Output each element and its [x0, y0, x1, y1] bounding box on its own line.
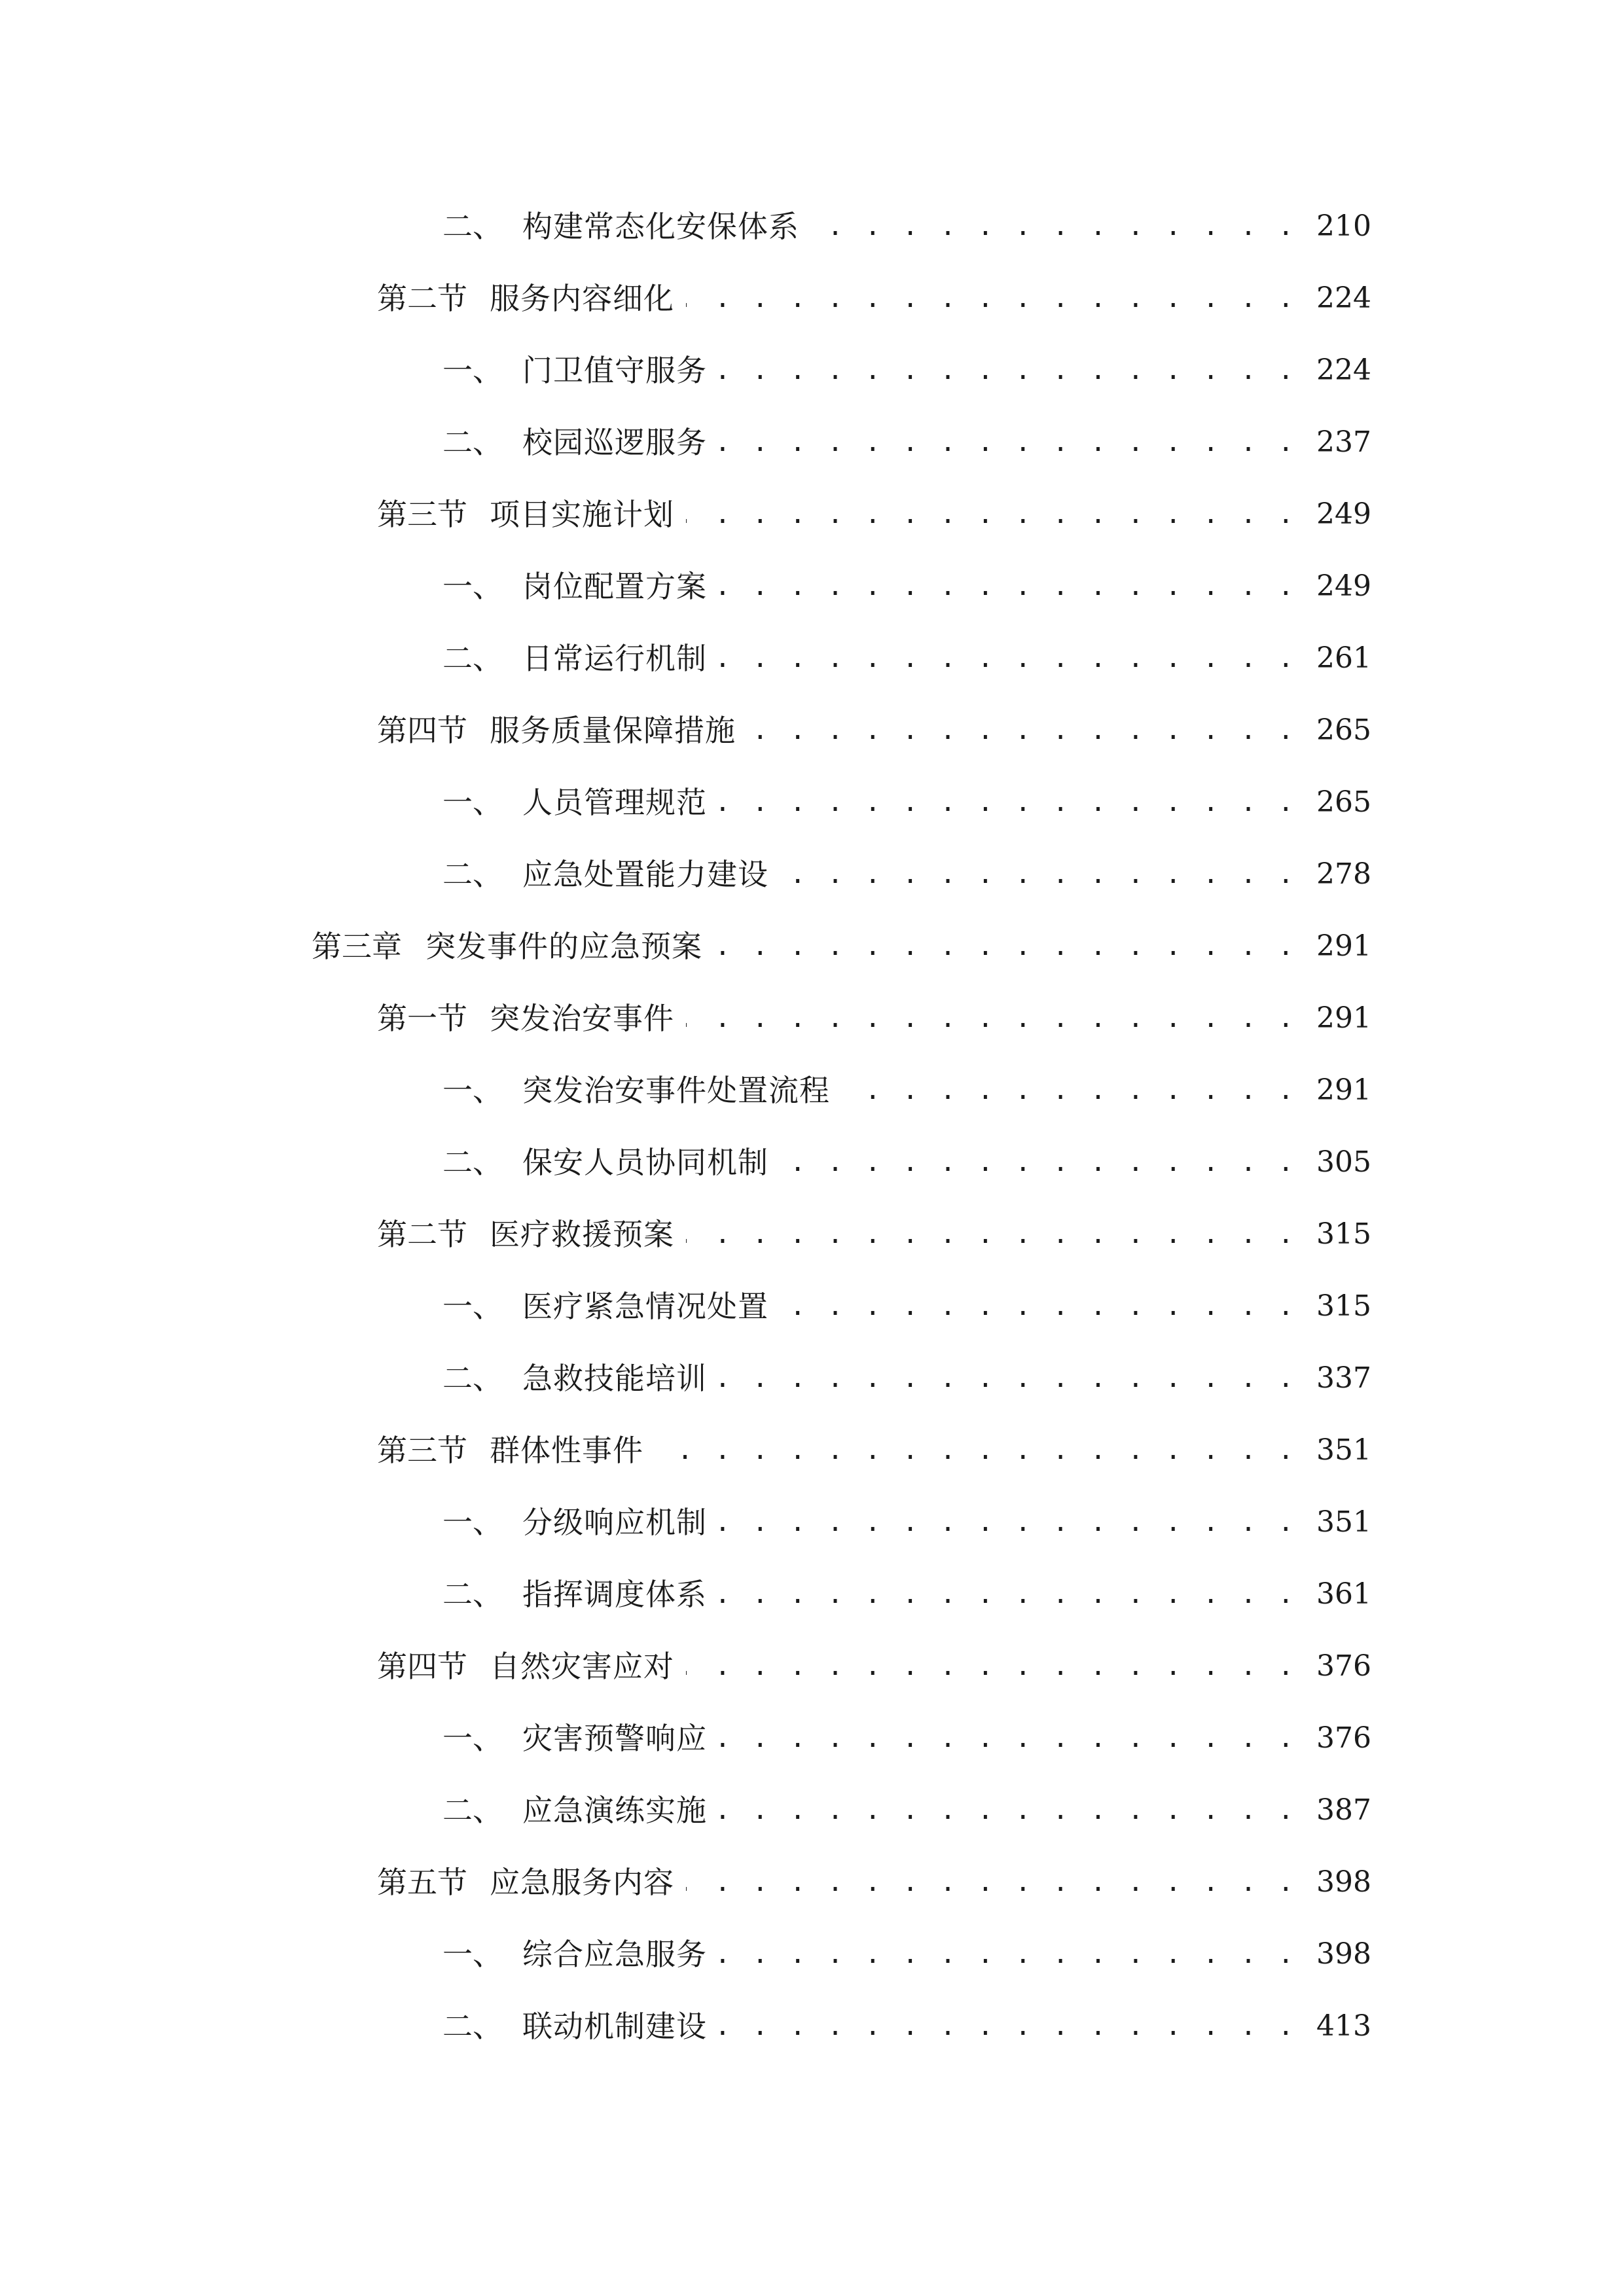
entry-label — [377, 1859, 674, 1905]
toc-entry[interactable] — [0, 1211, 1624, 1257]
entry-prefix: 第三节 — [377, 1433, 467, 1468]
entry-prefix: 二、 — [442, 1145, 503, 1180]
page-number: 361 — [1316, 1577, 1371, 1611]
entry-title: 突发治安事件 — [490, 1001, 674, 1036]
entry-label — [442, 204, 799, 249]
dot-leader — [719, 1571, 1297, 1617]
toc-entry[interactable] — [0, 1571, 1624, 1617]
toc-entry[interactable] — [0, 780, 1624, 825]
entry-label — [377, 708, 736, 753]
dot-leader — [686, 1643, 1297, 1689]
entry-label — [442, 1139, 768, 1185]
page-number: 387 — [1316, 1793, 1371, 1827]
dot-leader — [686, 1859, 1297, 1905]
dot-leader — [655, 1427, 1297, 1473]
entry-title: 应急服务内容 — [490, 1865, 674, 1900]
entry-label — [442, 420, 707, 465]
entry-label — [442, 780, 707, 825]
toc-entry[interactable] — [0, 636, 1624, 681]
toc-entry[interactable] — [0, 276, 1624, 321]
entry-label — [442, 1283, 768, 1329]
page-number: 351 — [1316, 1433, 1371, 1467]
entry-title: 急救技能培训 — [522, 1361, 707, 1396]
page-number: 291 — [1316, 929, 1371, 963]
page-number: 265 — [1316, 713, 1371, 747]
entry-label — [442, 1931, 707, 1977]
toc-entry[interactable] — [0, 348, 1624, 393]
entry-title: 医疗救援预案 — [490, 1217, 674, 1252]
toc-entry[interactable] — [0, 1715, 1624, 1761]
page-number: 265 — [1316, 785, 1371, 819]
page-number: 376 — [1316, 1649, 1371, 1683]
page-number: 249 — [1316, 569, 1371, 603]
entry-title: 灾害预警响应 — [522, 1721, 707, 1756]
entry-prefix: 第四节 — [377, 713, 467, 748]
page-number: 291 — [1316, 1001, 1371, 1035]
toc-entry[interactable] — [0, 564, 1624, 609]
page-number: 376 — [1316, 1721, 1371, 1755]
dot-leader — [719, 420, 1297, 465]
dot-leader — [719, 348, 1297, 393]
entry-title: 联动机制建设 — [522, 2009, 707, 2044]
entry-title: 构建常态化安保体系 — [522, 209, 799, 244]
page-number: 210 — [1316, 209, 1371, 243]
dot-leader — [780, 1139, 1297, 1185]
dot-leader — [714, 924, 1297, 969]
entry-title: 自然灾害应对 — [490, 1649, 674, 1684]
page-number: 337 — [1316, 1361, 1371, 1395]
page-number: 249 — [1316, 497, 1371, 531]
dot-leader — [719, 2003, 1297, 2049]
entry-label — [442, 1787, 707, 1833]
toc-entry[interactable] — [0, 996, 1624, 1041]
dot-leader — [780, 1283, 1297, 1329]
entry-label — [377, 1427, 643, 1473]
entry-title: 项目实施计划 — [490, 497, 674, 532]
entry-label — [312, 924, 702, 969]
entry-label — [442, 636, 707, 681]
entry-title: 服务质量保障措施 — [490, 713, 736, 748]
entry-label — [377, 1211, 674, 1257]
entry-title: 指挥调度体系 — [522, 1577, 707, 1612]
toc-entry[interactable] — [0, 492, 1624, 537]
entry-prefix: 第五节 — [377, 1865, 467, 1900]
entry-title: 保安人员协同机制 — [522, 1145, 768, 1180]
page-number: 291 — [1316, 1073, 1371, 1107]
entry-label — [442, 348, 707, 393]
entry-prefix: 二、 — [442, 2009, 503, 2044]
entry-prefix: 一、 — [442, 1073, 503, 1108]
entry-title: 应急演练实施 — [522, 1793, 707, 1828]
entry-prefix: 第四节 — [377, 1649, 467, 1684]
toc-entry[interactable] — [0, 1283, 1624, 1329]
dot-leader — [686, 1211, 1297, 1257]
entry-title: 群体性事件 — [490, 1433, 643, 1468]
entry-prefix: 一、 — [442, 1505, 503, 1540]
dot-leader — [748, 708, 1297, 753]
entry-prefix: 二、 — [442, 209, 503, 244]
dot-leader — [686, 276, 1297, 321]
page-number: 237 — [1316, 425, 1371, 459]
entry-prefix: 一、 — [442, 1937, 503, 1972]
entry-label — [442, 1715, 707, 1761]
entry-title: 岗位配置方案 — [522, 569, 707, 604]
toc-entry[interactable] — [0, 1067, 1624, 1113]
page-number: 224 — [1316, 353, 1371, 387]
entry-prefix: 第一节 — [377, 1001, 467, 1036]
toc-entry[interactable] — [0, 852, 1624, 897]
toc-entry[interactable] — [0, 708, 1624, 753]
toc-entry[interactable] — [0, 1499, 1624, 1545]
entry-title: 医疗紧急情况处置 — [522, 1289, 768, 1324]
page-number: 278 — [1316, 857, 1371, 891]
dot-leader — [686, 492, 1297, 537]
toc-entry[interactable] — [0, 2003, 1624, 2049]
entry-label — [442, 1571, 707, 1617]
entry-title: 服务内容细化 — [490, 281, 674, 316]
toc-entry[interactable] — [0, 1139, 1624, 1185]
toc-entry[interactable] — [0, 1859, 1624, 1905]
toc-entry[interactable] — [0, 1427, 1624, 1473]
entry-prefix: 二、 — [442, 1577, 503, 1612]
dot-leader — [719, 1355, 1297, 1401]
entry-title: 突发治安事件处置流程 — [522, 1073, 830, 1108]
entry-title: 应急处置能力建设 — [522, 857, 768, 892]
entry-prefix: 一、 — [442, 1721, 503, 1756]
toc-entry[interactable] — [0, 1787, 1624, 1833]
entry-prefix: 二、 — [442, 425, 503, 460]
entry-label — [442, 2003, 707, 2049]
entry-label — [442, 1355, 707, 1401]
entry-prefix: 第二节 — [377, 1217, 467, 1252]
entry-prefix: 二、 — [442, 641, 503, 676]
dot-leader — [811, 204, 1297, 249]
toc-entry[interactable] — [0, 420, 1624, 465]
dot-leader — [780, 852, 1297, 897]
dot-leader — [719, 1715, 1297, 1761]
entry-prefix: 第二节 — [377, 281, 467, 316]
page-number: 315 — [1316, 1217, 1371, 1251]
dot-leader — [719, 636, 1297, 681]
dot-leader — [686, 996, 1297, 1041]
entry-label — [377, 492, 674, 537]
entry-label — [442, 852, 768, 897]
entry-label — [442, 1499, 707, 1545]
entry-label — [377, 276, 674, 321]
dot-leader — [719, 1787, 1297, 1833]
toc-entry[interactable] — [0, 1931, 1624, 1977]
entry-title: 校园巡逻服务 — [522, 425, 707, 460]
toc-entry[interactable] — [0, 924, 1624, 969]
dot-leader — [719, 1499, 1297, 1545]
page-number: 261 — [1316, 641, 1371, 675]
page-number: 224 — [1316, 281, 1371, 315]
entry-prefix: 一、 — [442, 1289, 503, 1324]
entry-title: 门卫值守服务 — [522, 353, 707, 388]
dot-leader — [719, 780, 1297, 825]
toc-entry[interactable] — [0, 1355, 1624, 1401]
entry-prefix: 二、 — [442, 1361, 503, 1396]
entry-title: 突发事件的应急预案 — [425, 929, 702, 964]
entry-title: 综合应急服务 — [522, 1937, 707, 1972]
entry-prefix: 二、 — [442, 1793, 503, 1828]
page-number: 315 — [1316, 1289, 1371, 1323]
dot-leader — [842, 1067, 1297, 1113]
entry-prefix: 二、 — [442, 857, 503, 892]
page-number: 413 — [1316, 2009, 1371, 2043]
entry-prefix: 第三节 — [377, 497, 467, 532]
toc-entry[interactable] — [0, 1643, 1624, 1689]
dot-leader — [719, 1931, 1297, 1977]
entry-title: 人员管理规范 — [522, 785, 707, 820]
page-number: 398 — [1316, 1865, 1371, 1899]
entry-prefix: 一、 — [442, 569, 503, 604]
entry-title: 日常运行机制 — [522, 641, 707, 676]
entry-prefix: 一、 — [442, 353, 503, 388]
entry-label — [442, 1067, 830, 1113]
entry-title: 分级响应机制 — [522, 1505, 707, 1540]
entry-prefix: 一、 — [442, 785, 503, 820]
toc-entry[interactable] — [0, 204, 1624, 249]
entry-label — [442, 564, 707, 609]
page-number: 351 — [1316, 1505, 1371, 1539]
dot-leader — [719, 564, 1297, 609]
entry-label — [377, 1643, 674, 1689]
page-number: 305 — [1316, 1145, 1371, 1179]
entry-label — [377, 996, 674, 1041]
entry-prefix: 第三章 — [312, 929, 402, 964]
page-number: 398 — [1316, 1937, 1371, 1971]
